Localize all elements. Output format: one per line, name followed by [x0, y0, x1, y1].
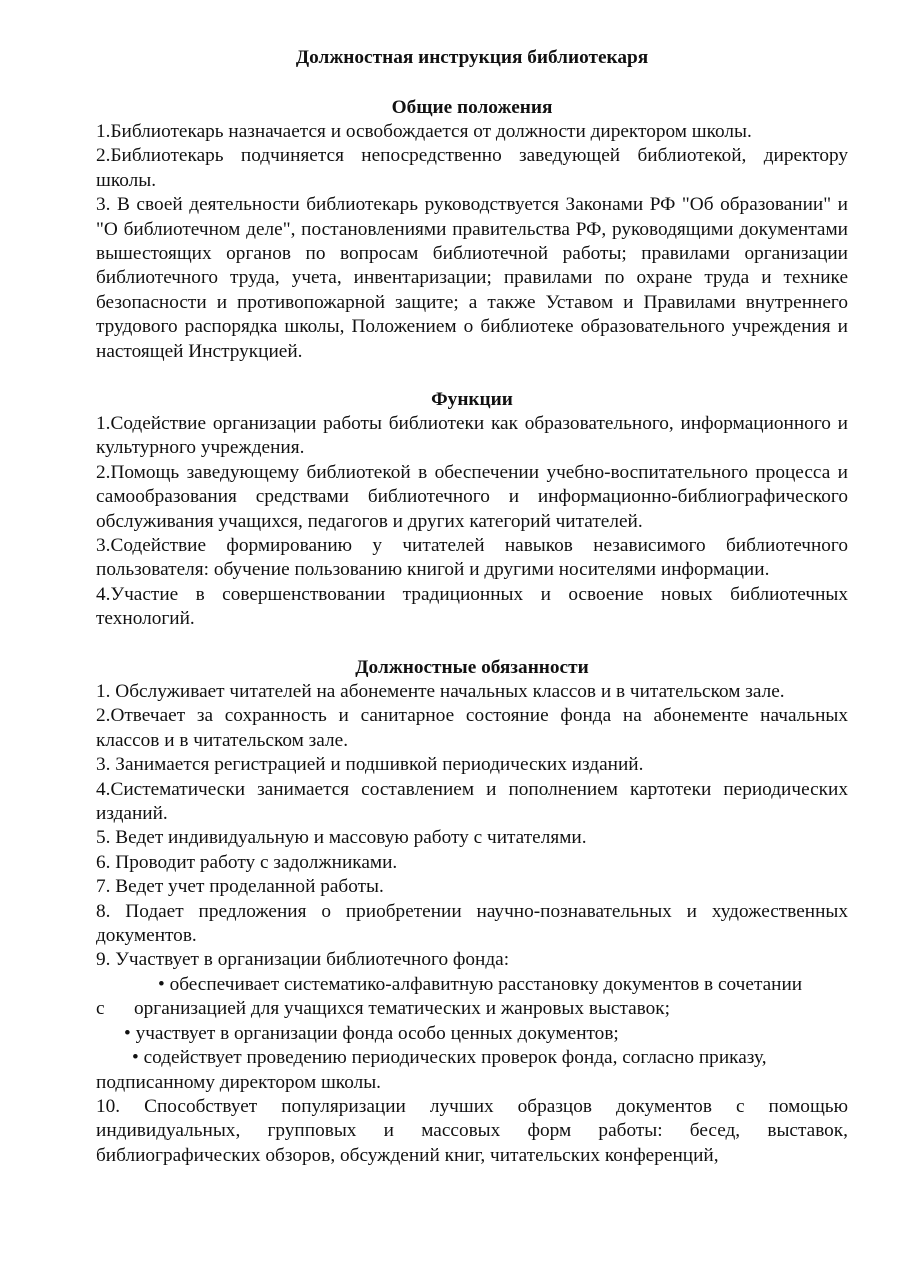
- functions-item-3: 3.Содействие формированию у читателей навыков независимого библиотечного пользователя: обучение пользованию книгой и другими носителями информации.: [96, 535, 848, 581]
- document-title: Должностная инструкция библиотекаря: [295, 47, 649, 68]
- heading-general: Общие положения: [391, 97, 553, 118]
- duties-item-3: 3. Занимается регистрацией и подшивкой периодических изданий.: [96, 754, 644, 776]
- general-item-1: 1.Библиотекарь назначается и освобождается от должности директором школы.: [96, 121, 752, 142]
- duties-item-5: 5. Ведет индивидуальную и массовую работу с читателями.: [96, 827, 587, 849]
- section-general: [96, 120, 848, 364]
- functions-item-2: 2.Помощь заведующему библиотекой в обеспечении учебно-воспитательного процесса и самообразования средствами библиотечного и информационно-библиографического обслуживания учащихся, педагогов и других категорий читателей.: [96, 461, 848, 532]
- general-item-3: 3. В своей деятельности библиотекарь руководствуется Законами РФ "Об образовании" и "О библиотечном деле", постановлениями правительства РФ, руководящими документами вышестоящих органов по вопросам библиотечной работы; правилами организации библиотечного труда, учета, инвентаризации; правилами по охране труда и технике безопасности и противопожарной защите; а также Уставом и Правилами внутреннего трудового распорядка школы, Положением о библиотеке образовательного учреждения и настоящей Инструкцией.: [96, 194, 848, 362]
- bullet-1-rest: организацией для учащихся тематических и жанровых выставок;: [134, 998, 671, 1020]
- duties-item-7: 7. Ведет учет проделанной работы.: [96, 876, 384, 898]
- duties-item-8: 8. Подает предложения о приобретении научно-познавательных и художественных документов.: [96, 900, 848, 947]
- functions-item-4: 4.Участие в совершенствовании традиционных и освоение новых библиотечных технологий.: [96, 583, 848, 630]
- duties-item-10: 10. Способствует популяризации лучших образцов документов с помощью индивидуальных, групповых и массовых форм работы: бесед, выставок, библиографических обзоров, обсуждений книг, читательских конференций,: [96, 1095, 848, 1166]
- functions-item-1: 1.Содействие организации работы библиотеки как образовательного, информационного и культурного учреждения.: [96, 413, 848, 459]
- duties-item-4: 4.Систематически занимается составлением и пополнением картотеки периодических изданий.: [96, 778, 848, 825]
- bullet-2: • участвует в организации фонда особо ценных документов;: [124, 1022, 619, 1044]
- bullet-3-line-2: подписанному директором школы.: [96, 1071, 381, 1093]
- section-functions: [96, 412, 848, 632]
- bullet-3-line-1: • содействует проведению периодических проверок фонда, согласно приказу,: [132, 1047, 767, 1069]
- duties-item-1: 1. Обслуживает читателей на абонементе начальных классов и в читательском зале.: [96, 681, 785, 702]
- section-duties: [96, 680, 848, 1168]
- heading-functions: Функции: [431, 389, 513, 410]
- general-item-2: 2.Библиотекарь подчиняется непосредственно заведующей библиотекой, директору школы.: [96, 145, 848, 191]
- duties-item-6: 6. Проводит работу с задолжниками.: [96, 851, 398, 873]
- bullet-1-line-2: [96, 997, 848, 1021]
- heading-duties: Должностные обязанности: [355, 657, 589, 678]
- duties-item-9: 9. Участвует в организации библиотечного фонда:: [96, 949, 510, 971]
- bullet-1-prefix: с: [96, 998, 105, 1020]
- duties-item-2: 2.Отвечает за сохранность и санитарное состояние фонда на абонементе начальных классов и в читательском зале.: [96, 705, 848, 751]
- bullet-1-line-1: • обеспечивает систематико-алфавитную расстановку документов в сочетании: [158, 973, 803, 995]
